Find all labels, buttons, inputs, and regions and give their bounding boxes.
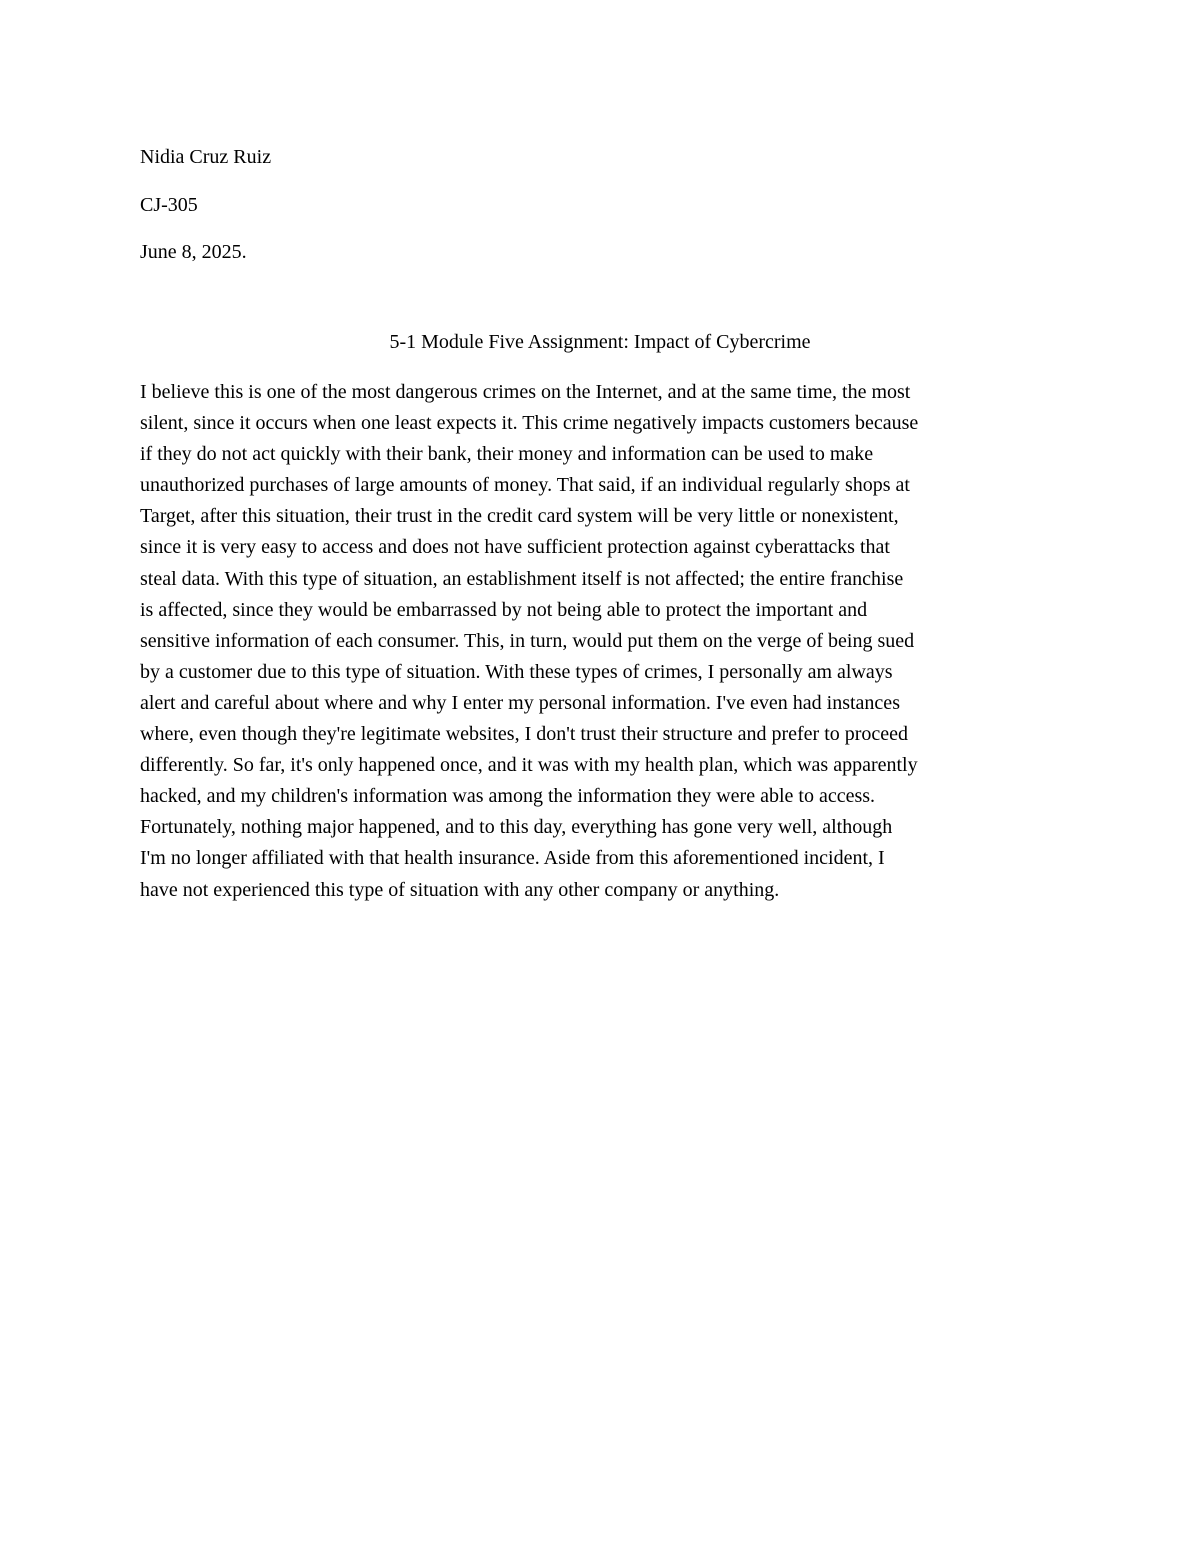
body-line: is affected, since they would be embarrassed by not being able to protect the important and bbox=[140, 598, 868, 621]
body-line: have not experienced this type of situation with any other company or anything. bbox=[140, 878, 780, 901]
author-name: Nidia Cruz Ruiz bbox=[140, 146, 272, 168]
body-line: steal data. With this type of situation, an establishment itself is not affected; the entire franchise bbox=[140, 567, 904, 590]
body-line: where, even though they're legitimate websites, I don't trust their structure and prefer to proceed bbox=[140, 723, 909, 746]
document-title: 5-1 Module Five Assignment: Impact of Cybercrime bbox=[389, 331, 811, 353]
body-line: I believe this is one of the most dangerous crimes on the Internet, and at the same time, the most bbox=[140, 381, 911, 403]
body-line: differently. So far, it's only happened once, and it was with my health plan, which was apparently bbox=[140, 754, 918, 777]
body-line: by a customer due to this type of situation. With these types of crimes, I personally am always bbox=[140, 660, 893, 683]
body-line: unauthorized purchases of large amounts of money. That said, if an individual regularly shops at bbox=[140, 474, 910, 497]
body-line: sensitive information of each consumer. This, in turn, would put them on the verge of being sued bbox=[140, 629, 915, 652]
body-line: since it is very easy to access and does not have sufficient protection against cyberattacks that bbox=[140, 536, 890, 559]
body-line: alert and careful about where and why I enter my personal information. I've even had instances bbox=[140, 691, 900, 714]
body-line: if they do not act quickly with their bank, their money and information can be used to make bbox=[140, 443, 874, 466]
body-line: silent, since it occurs when one least expects it. This crime negatively impacts customers because bbox=[140, 412, 919, 435]
body-line: Target, after this situation, their trust in the credit card system will be very little or nonexistent, bbox=[140, 505, 899, 528]
course-code: CJ-305 bbox=[140, 194, 198, 216]
submission-date: June 8, 2025. bbox=[140, 241, 247, 263]
body-line: I'm no longer affiliated with that health insurance. Aside from this aforementioned incident, I bbox=[140, 847, 885, 870]
body-line: Fortunately, nothing major happened, and to this day, everything has gone very well, although bbox=[140, 816, 893, 839]
body-paragraph bbox=[140, 377, 1070, 906]
body-line: hacked, and my children's information was among the information they were able to access. bbox=[140, 785, 876, 808]
